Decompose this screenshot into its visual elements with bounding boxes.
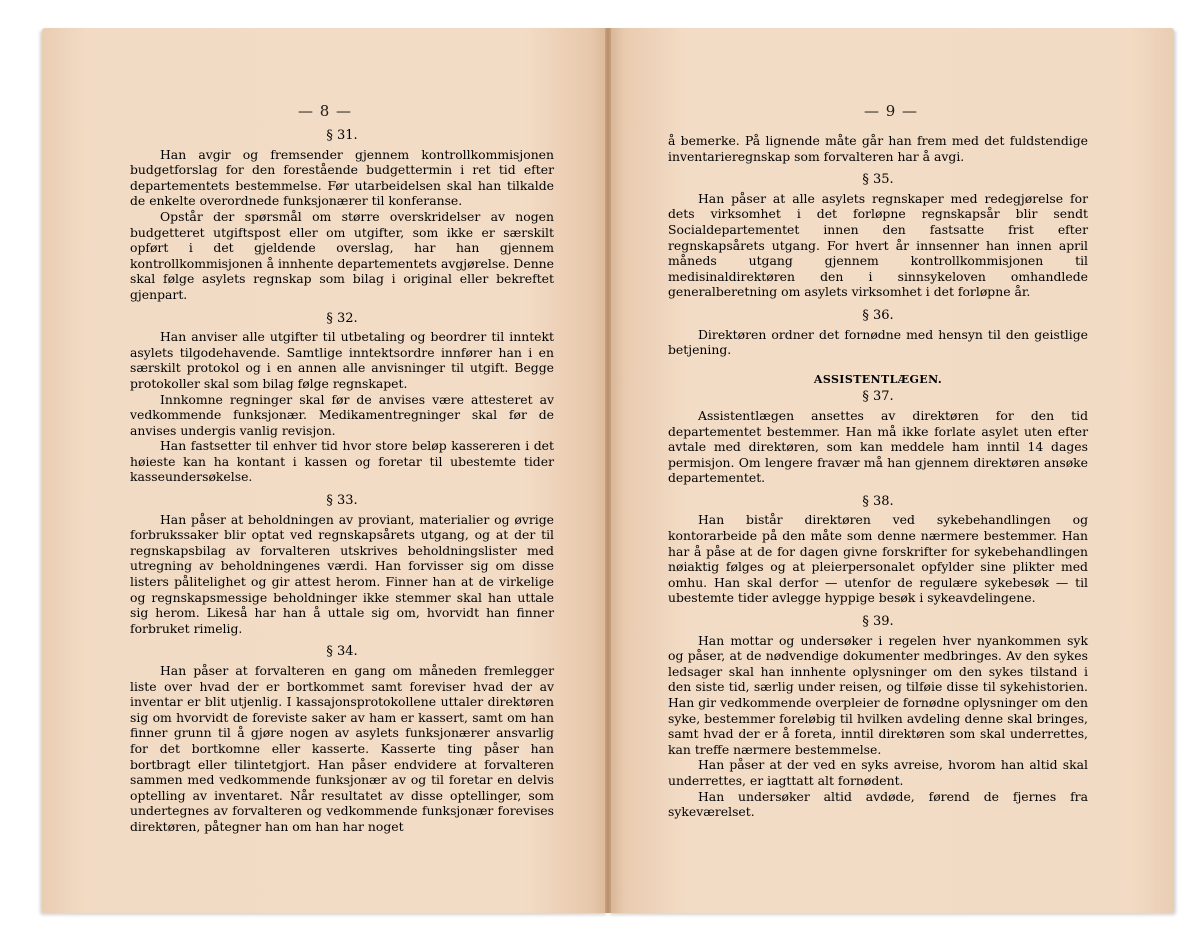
paragraph: Han fastsetter til enhver tid hvor store beløp kassereren i det høieste kan ha kontant i kassen og foretar til ubestemte tider kasseundersøkelse. xyxy=(130,438,554,485)
paragraph: Direktøren ordner det fornødne med hensyn til den geistlige betjening. xyxy=(668,326,1088,358)
section-heading-39: § 39. xyxy=(862,614,894,630)
section-heading-36: § 36. xyxy=(862,307,894,323)
chapter-heading: ASSISTENTLÆGEN. xyxy=(813,372,943,386)
section-heading-33: § 33. xyxy=(326,493,358,509)
paragraph: Han påser at der ved en syks avreise, hvorom han altid skal underrettes, er iagttatt alt fornødent. xyxy=(668,757,1088,788)
paragraph: Innkomne regninger skal før de anvises være attesteret av vedkommende funksjonær. Medikamentregninger skal før de anvises undergis vanlig revisjon. xyxy=(130,391,554,438)
page-number-left: — 8 — xyxy=(297,102,353,120)
paragraph: Han anviser alle utgifter til utbetaling og beordrer til inntekt asylets tilgodehavende. Samtlige inntektsordre innfører han i en særskilt protokol og i en annen alle anvisninger til utgift. Begge protokoller skal som bilag følge regnskapet. xyxy=(130,329,554,391)
section-heading-37: § 37. xyxy=(862,389,894,405)
page-number-right: — 9 — xyxy=(863,102,919,120)
left-page-content xyxy=(130,128,554,835)
paragraph: Han mottar og undersøker i regelen hver nyankommen syk og påser, at de nødvendige dokumenter medbringes. Av den sykes ledsager skal han innhente oplysninger om den sykes tilstand i den siste tid, særlig under reisen, og tilføie disse til sykehistorien. Han gir vedkommende overpleier de fornødne oplysninger om den syke, bestemmer foreløbig til hvilken avdeling denne skal bringes, samt hvad der er å foreta, inntil direktøren som skal underrettes, kan treffe nærmere bestemmelse. xyxy=(668,632,1088,757)
section-heading-35: § 35. xyxy=(862,172,894,188)
paragraph: Han påser at forvalteren en gang om måneden fremlegger liste over hvad der er bortkommet samt foreviser hvad der av inventar er blit utjenlig. I kassajonsprotokollene uttaler direktøren sig om hvorvidt de foreviste saker av ham er kassert, samt om han finner grunn til å gjøre nogen av asylets funksjonærer ansvarlig for det bortkomne eller kasserte. Kasserte ting påser han bortbragt eller tilintetgjort. Han påser endvidere at forvalteren sammen med vedkommende funksjonær av og til foretar en delvis optelling av inventaret. Når resultatet av disse optellinger, som undertegnes av forvalteren og vedkommende funksjonær forevises direktøren, påtegner han om han har noget xyxy=(130,663,554,834)
paragraph: Han undersøker altid avdøde, førend de fjernes fra sykeværelset. xyxy=(668,788,1088,820)
paragraph-continued: å bemerke. På lignende måte går han frem med det fuldstendige inventarieregnskap som forvalteren har å avgi. xyxy=(668,133,1088,164)
paragraph: Assistentlægen ansettes av direktøren for den tid departementet bestemmer. Han må ikke forlate asylet uten efter avtale med direktøren, som kan meddele ham inntil 14 dages permisjon. Om lengere fravær må han gjennem direktøren ansøke departementet. xyxy=(668,407,1088,486)
section-heading-32: § 32. xyxy=(326,310,358,326)
paragraph: Opstår der spørsmål om større overskridelser av nogen budgetteret utgiftspost eller om utgifter, som ikke er særskilt opført i det gjeldende overslag, har han gjennem kontrollkommisjonen å innhente departementets avgjørelse. Denne skal følge asylets regnskap som bilag i original eller bekreftet gjenpart. xyxy=(130,208,554,302)
paragraph: Han påser at beholdningen av proviant, materialier og øvrige forbrukssaker blir optat ved regnskapsårets utgang, og at der til regnskapsbilag av forvalteren utskrives beholdningslister med utregning av beholdningenes værdi. Han forvisser sig om disse listers pålitelighet og gir attest herom. Finner han at de virkelige og regnskapsmessige beholdninger ikke stemmer skal han uttale sig herom. Likeså har han å uttale sig om, hvorvidt han finner forbruket rimelig. xyxy=(130,511,554,636)
book-spine xyxy=(605,28,611,913)
section-heading-31: § 31. xyxy=(326,128,358,143)
section-heading-38: § 38. xyxy=(862,493,894,509)
right-page-content xyxy=(668,133,1088,820)
paragraph: Han bistår direktøren ved sykebehandlingen og kontorarbeide på den måte som denne nærmere bestemmer. Han har å påse at de for dagen givne forskrifter for sykebehandlingen nøiaktig følges og at pleierpersonalet opfylder sine plikter med omhu. Han skal derfor — utenfor de regulære sykebesøk — til ubestemte tider avlegge hyppige besøk i sykeavdelingene. xyxy=(668,512,1088,606)
paragraph: Han påser at alle asylets regnskaper med redegjørelse for dets virksomhet i det forløpne regnskapsår blir sendt Socialdepartementet innen den fastsatte frist efter regnskapsårets utgang. For hvert år innsenner han innen april måneds utgang gjennem kontrollkommisjonen til medisinaldirektøren den i sinnsykeloven omhandlede generalberetning om asylets virksomhet i det forløpne år. xyxy=(668,190,1088,300)
paragraph: Han avgir og fremsender gjennem kontrollkommisjonen budgetforslag for den forestående budgettermin i ret tid efter departementets bestemmelse. Før utarbeidelsen skal han tilkalde de enkelte overordnede funksjonærer til konferanse. xyxy=(130,146,554,209)
section-heading-34: § 34. xyxy=(326,644,358,660)
